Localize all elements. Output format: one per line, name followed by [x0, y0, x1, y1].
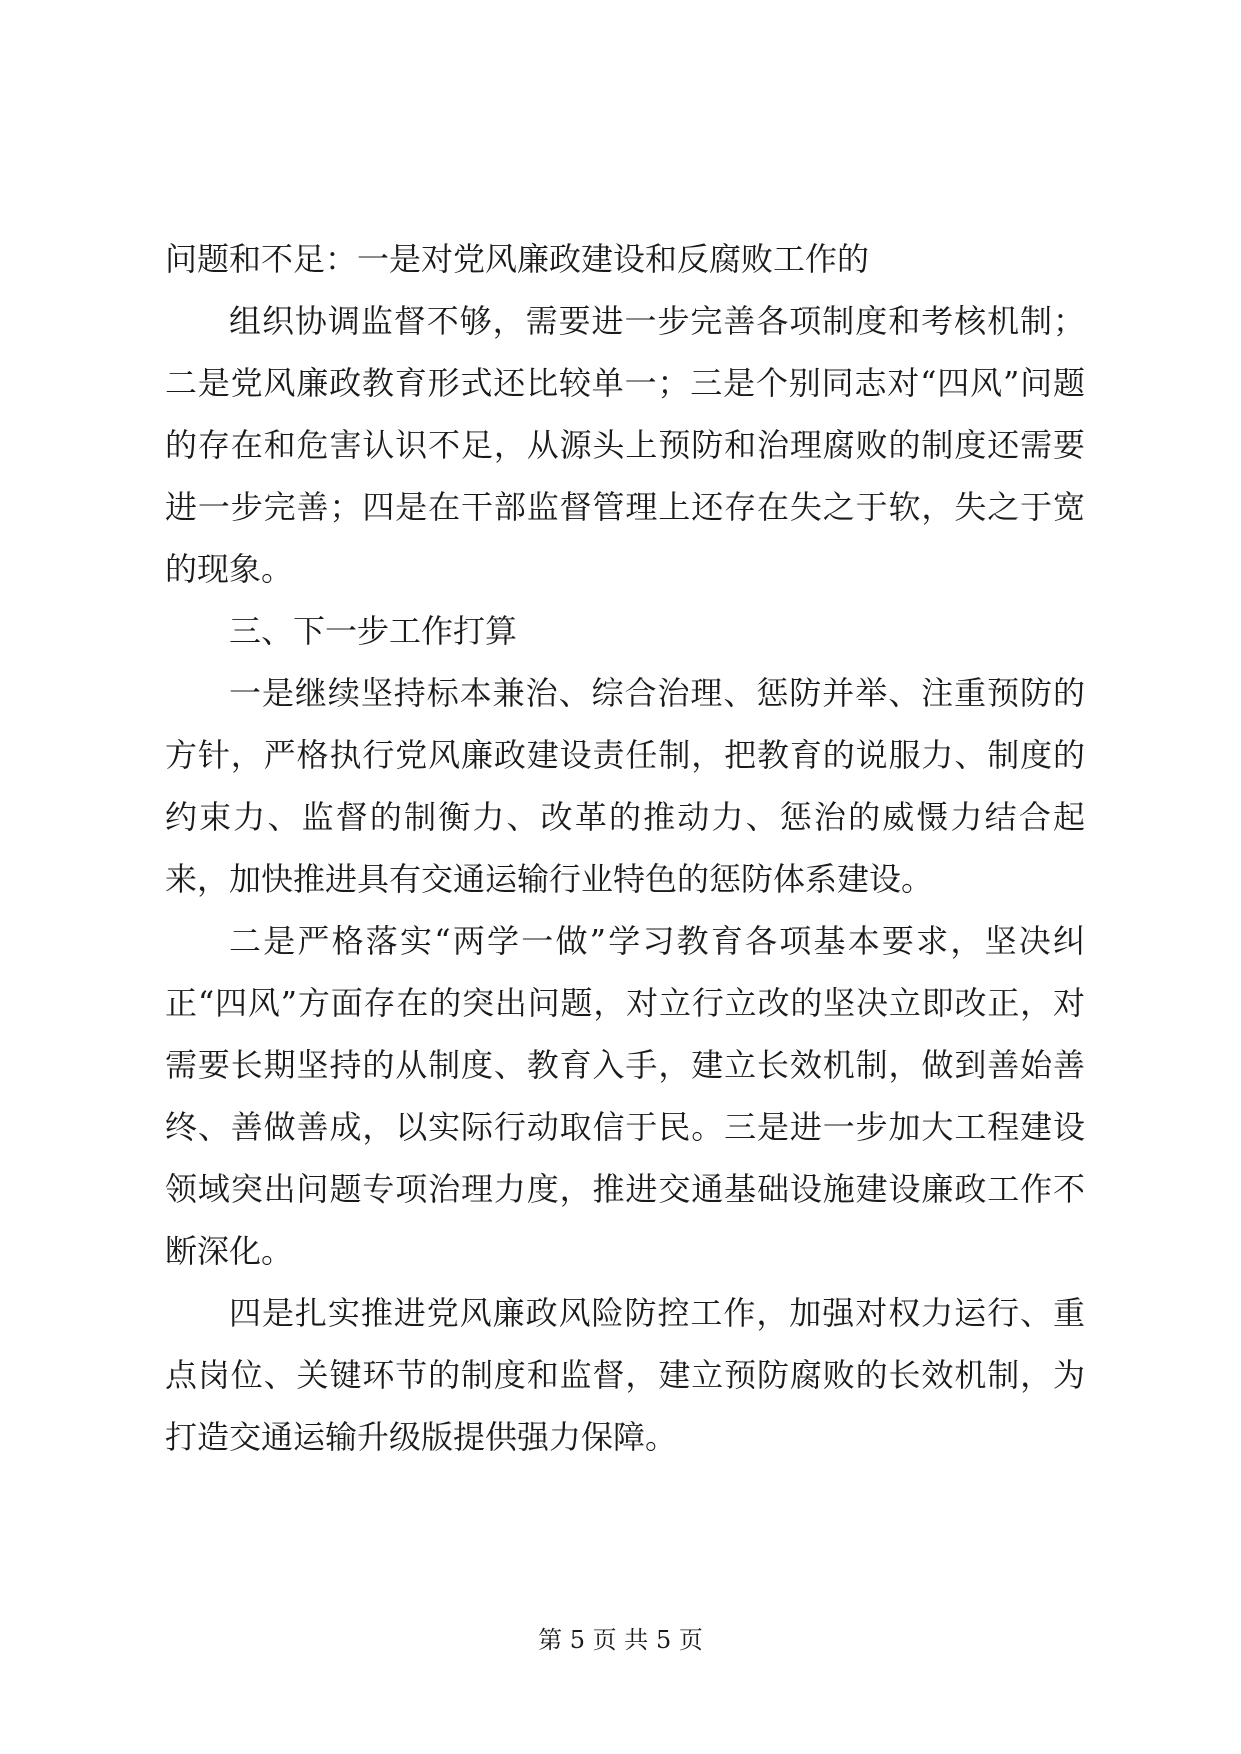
document-body — [165, 228, 1085, 1468]
paragraph-problems-list: 组织协调监督不够，需要进一步完善各项制度和考核机制；二是党风廉政教育形式还比较单一；三是个别同志对“四风”问题的存在和危害认识不足，从源头上预防和治理腐败的制度还需要进一步完善；四是在干部监督管理上还存在失之于软，失之于宽的现象。 — [165, 302, 1085, 588]
paragraph-plan-four: 四是扎实推进党风廉政风险防控工作，加强对权力运行、重点岗位、关键环节的制度和监督，建立预防腐败的长效机制，为打造交通运输升级版提供强力保障。 — [165, 1294, 1085, 1456]
paragraph-plan-one: 一是继续坚持标本兼治、综合治理、惩防并举、注重预防的方针，严格执行党风廉政建设责任制，把教育的说服力、制度的约束力、监督的制衡力、改革的推动力、惩治的威慑力结合起来，加快推进具有交通运输行业特色的惩防体系建设。 — [165, 674, 1085, 898]
paragraph-plan-two-three: 二是严格落实“两学一做”学习教育各项基本要求，坚决纠正“四风”方面存在的突出问题，对立行立改的坚决立即改正，对需要长期坚持的从制度、教育入手，建立长效机制，做到善始善终、善做善成，以实际行动取信于民。三是进一步加大工程建设领域突出问题专项治理力度，推进交通基础设施建设廉政工作不断深化。 — [165, 922, 1085, 1270]
paragraph-problems-intro: 问题和不足：一是对党风廉政建设和反腐败工作的 — [165, 240, 870, 278]
section-heading-next-steps: 三、下一步工作打算 — [229, 612, 518, 650]
page-number-footer: 第 5 页 共 5 页 — [538, 1626, 703, 1654]
